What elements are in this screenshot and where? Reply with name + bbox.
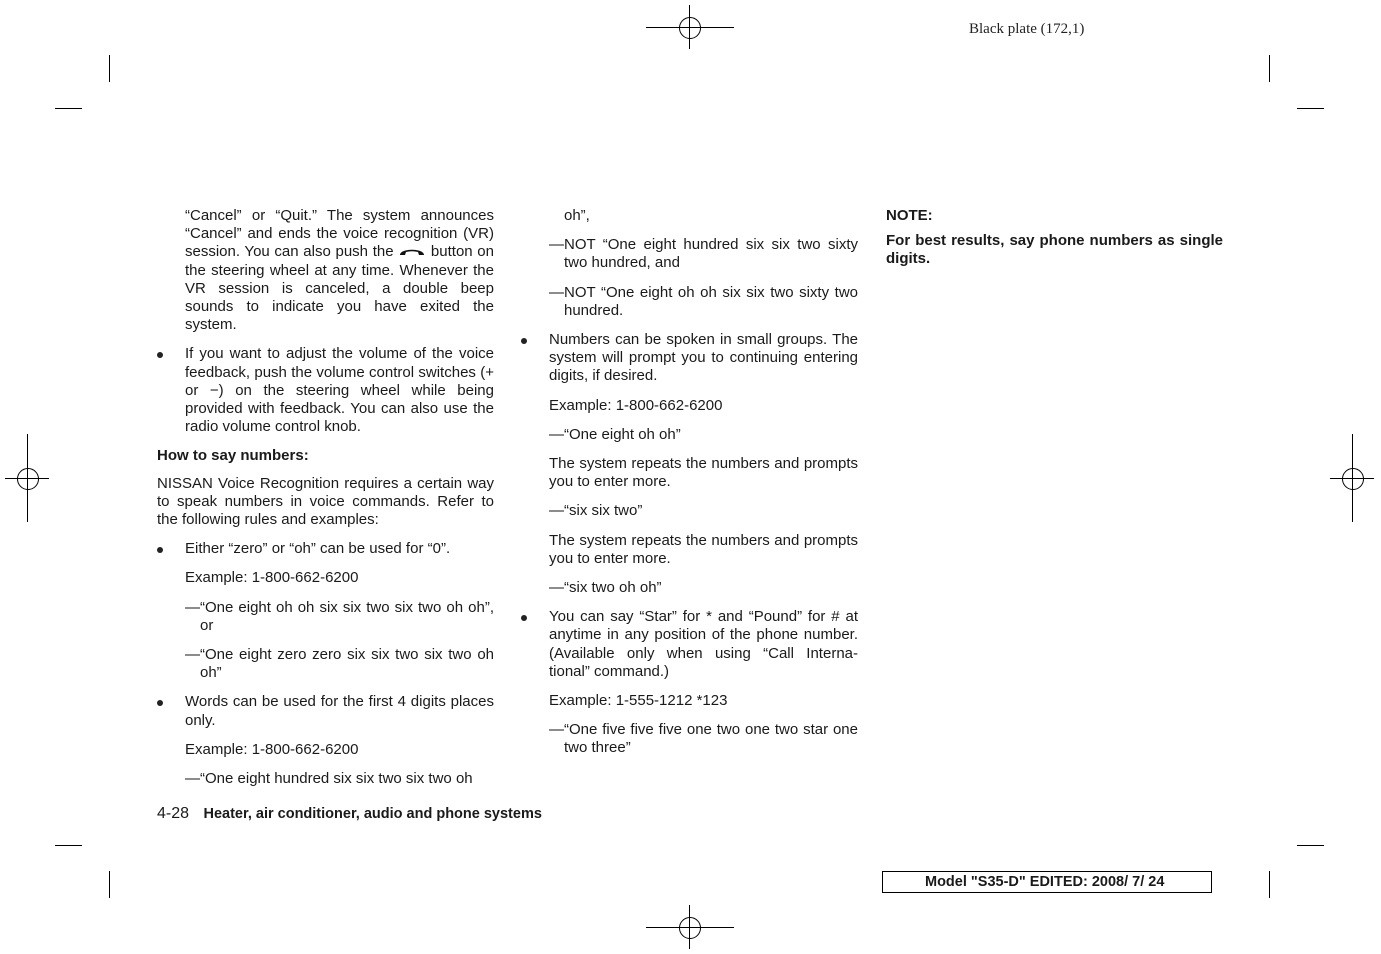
page-number: 4-28 (157, 805, 190, 822)
bullet-dot (157, 352, 163, 358)
cancel-text-b: button on the steering wheel at any time. Whenever the VR session is canceled, a double beep sounds to indicate you have exited the system. (185, 243, 494, 334)
cancel-text-a: “Cancel” or “Quit.” The system announces “Cancel” and ends the voice recognition (VR) session. You can also push the (185, 207, 494, 261)
continuation-text: oh”, (564, 207, 590, 224)
dash-group-1: —“One eight oh oh” (549, 425, 681, 443)
note-text: For best results, say phone numbers as single digits. (886, 232, 1223, 268)
dash-example-2: —“One eight zero zero six six two six two oh oh” (185, 646, 494, 682)
dash-group-2: —“six six two” (549, 502, 643, 520)
example-3: Example: 1-800-662-6200 (549, 396, 723, 414)
dash-not-2: —NOT “One eight oh oh six six two sixty two hundred. (549, 283, 858, 319)
phone-hangup-icon (398, 245, 426, 257)
dash-star-example: —“One five five five one two one two star one two three” (549, 721, 858, 757)
dash-example-3: —“One eight hundred six six two six two oh (185, 770, 473, 788)
example-1: Example: 1-800-662-6200 (185, 569, 359, 587)
section-heading: How to say numbers: (157, 447, 309, 465)
bullet-volume: If you want to adjust the volume of the voice feedback, push the volume control switches (+ or −) on the steering wheel while being provided with feedback. You can also use the radio volume control knob. (157, 345, 494, 436)
dash-example-1: —“One eight oh oh six six two six two oh oh”, or (185, 598, 494, 634)
bullet-groups: Numbers can be spoken in small groups. The system will prompt you to continuing entering digits, if desired. (521, 331, 858, 386)
intro-paragraph: NISSAN Voice Recognition requires a certain way to speak numbers in voice commands. Refer to the following rules and examples: (157, 474, 494, 529)
bullet-dot (521, 615, 527, 621)
column-middle (521, 207, 858, 769)
bullet-star-pound: You can say “Star” for * and “Pound” for # at anytime in any position of the phone number. (Available only when using “Call Interna- tional” command.) (521, 608, 858, 681)
dash-not-1: —NOT “One eight hundred six six two sixty two hundred, and (549, 236, 858, 272)
example-2: Example: 1-800-662-6200 (185, 740, 359, 758)
bullet-zero-oh: Either “zero” or “oh” can be used for “0”. (157, 540, 494, 558)
repeat-text-2: The system repeats the numbers and prompts you to enter more. (549, 531, 858, 567)
dash-group-3: —“six two oh oh” (549, 579, 662, 597)
bullet-dot (157, 547, 163, 553)
section-title: Heater, air conditioner, audio and phone systems (203, 806, 542, 822)
model-edited-box: Model "S35-D" EDITED: 2008/ 7/ 24 (882, 871, 1212, 893)
bullet-words: Words can be used for the first 4 digits places only. (157, 693, 494, 729)
cancel-paragraph (157, 207, 494, 334)
bullet-dot (157, 700, 163, 706)
plate-label: Black plate (172,1) (969, 21, 1085, 37)
bullet-dot (521, 338, 527, 344)
column-left (157, 207, 494, 799)
page-footer (157, 805, 542, 823)
example-4: Example: 1-555-1212 *123 (549, 692, 728, 710)
note-heading: NOTE: (886, 207, 933, 224)
column-right (886, 207, 1223, 280)
repeat-text-1: The system repeats the numbers and prompts you to enter more. (549, 455, 858, 491)
